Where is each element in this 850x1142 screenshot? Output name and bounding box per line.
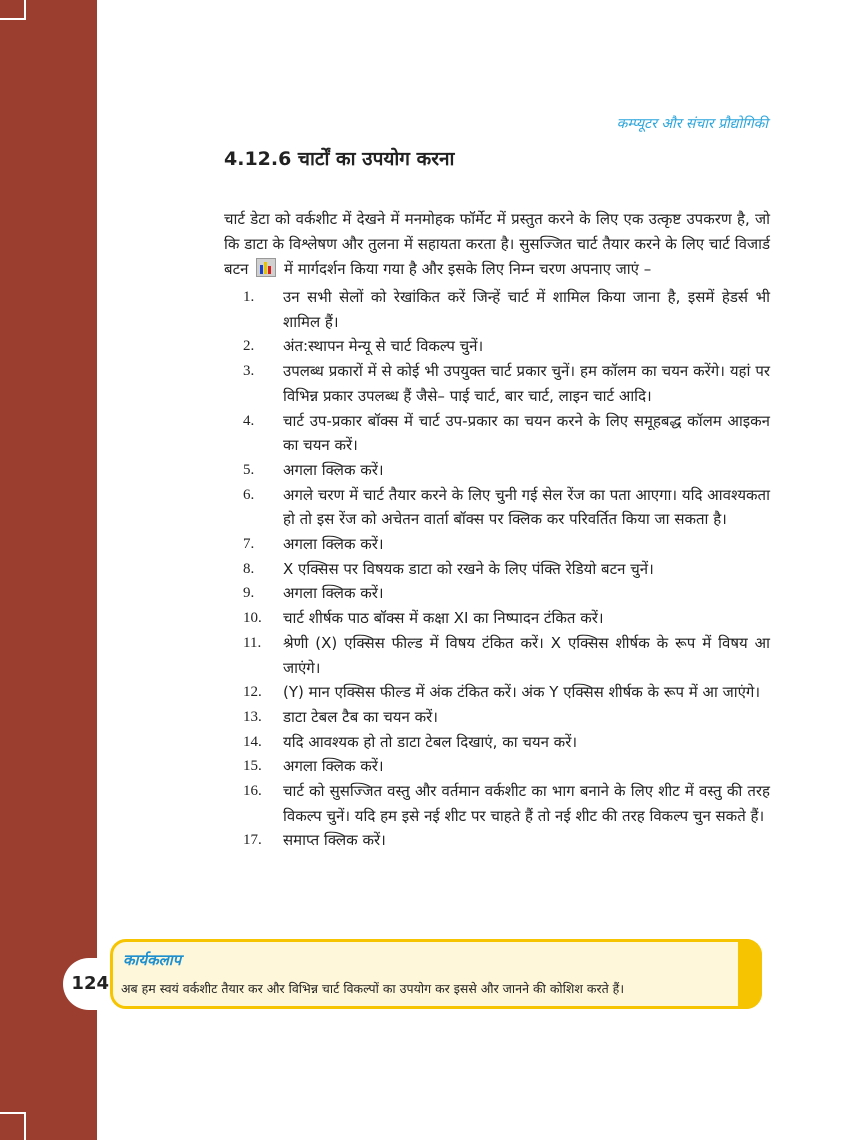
page-number: 124: [63, 958, 113, 1010]
step-number: 5.: [243, 461, 255, 478]
step-number: 4.: [243, 412, 255, 429]
activity-box: [110, 939, 762, 1009]
list-item: [224, 828, 770, 853]
step-text: चार्ट को सुसज्जित वस्तु और वर्तमान वर्कशीट का भाग बनाने के लिए शीट में वस्तु की तरह विकल्प चुनें। यदि हम इसे नई शीट पर चाहते हैं तो नई शीट की तरह विकल्प चुन सकते हैं।: [283, 782, 770, 825]
intro-paragraph: [224, 207, 770, 282]
step-number: 11.: [243, 634, 262, 651]
section-title: 4.12.6 चार्टों का उपयोग करना: [224, 148, 455, 170]
crop-mark-bottom: [0, 1112, 26, 1142]
list-item: [224, 730, 770, 755]
list-item: [224, 680, 770, 705]
list-item: [224, 705, 770, 730]
list-item: [224, 359, 770, 408]
steps-list: [224, 285, 770, 853]
step-text: अगला क्लिक करें।: [283, 584, 384, 603]
activity-text: अब हम स्वयं वर्कशीट तैयार कर और विभिन्न चार्ट विकल्पों का उपयोग कर इससे और जानने की कोशिश करते हैं।: [121, 981, 625, 996]
step-text: (Y) मान एक्सिस फील्ड में अंक टंकित करें। अंक Y एक्सिस शीर्षक के रूप में आ जाएंगे।: [283, 683, 761, 702]
step-number: 16.: [243, 783, 262, 800]
step-number: 14.: [243, 733, 262, 750]
activity-title: कार्यकलाप: [123, 951, 182, 969]
list-item: [224, 334, 770, 359]
list-item: [224, 606, 770, 631]
list-item: [224, 754, 770, 779]
step-text: चार्ट उप-प्रकार बॉक्स में चार्ट उप-प्रकार का चयन करने के लिए समूहबद्ध कॉलम आइकन का चयन करें।: [283, 411, 770, 455]
step-number: 9.: [243, 585, 255, 602]
activity-box-cap: [738, 939, 762, 1009]
chart-wizard-icon: [256, 258, 276, 277]
list-item: [224, 631, 770, 680]
intro-text-2: में मार्गदर्शन किया गया है और इसके लिए निम्न चरण अपनाए जाएं –: [284, 260, 652, 278]
step-text: यदि आवश्यक हो तो डाटा टेबल दिखाएं, का चयन करें।: [283, 732, 578, 751]
step-number: 12.: [243, 684, 262, 701]
list-item: [224, 285, 770, 334]
step-text: अंत:स्थापन मेन्यू से चार्ट विकल्प चुनें।: [283, 337, 484, 356]
step-text: X एक्सिस पर विषयक डाटा को रखने के लिए पंक्ति रेडियो बटन चुनें।: [283, 559, 654, 578]
step-text: समाप्त क्लिक करें।: [283, 831, 386, 850]
list-item: [224, 532, 770, 557]
step-text: डाटा टेबल टैब का चयन करें।: [283, 707, 438, 726]
step-text: चार्ट शीर्षक पाठ बॉक्स में कक्षा XI का निष्पादन टंकित करें।: [283, 609, 604, 628]
step-number: 7.: [243, 536, 255, 553]
list-item: [224, 458, 770, 483]
step-number: 3.: [243, 363, 255, 380]
intro-text-1: चार्ट डेटा को वर्कशीट में देखने में मनमोहक फॉर्मेट में प्रस्तुत करने के लिए एक उत्कृष्ट उपकरण है, जो कि डाटा के विश्लेषण और तुलना में सहायता करता है। सुसज्जित चार्ट तैयार करने के लिए चार्ट विजार्ड बटन: [224, 210, 770, 278]
step-number: 8.: [243, 560, 255, 577]
step-number: 17.: [243, 832, 262, 849]
list-item: [224, 409, 770, 458]
step-number: 13.: [243, 708, 262, 725]
running-header: कम्प्यूटर और संचार प्रौद्योगिकी: [616, 116, 768, 132]
list-item: [224, 483, 770, 532]
step-text: श्रेणी (X) एक्सिस फील्ड में विषय टंकित करें। X एक्सिस शीर्षक के रूप में विषय आ जाएंगे।: [283, 633, 770, 677]
step-number: 2.: [243, 338, 255, 355]
step-text: अगला क्लिक करें।: [283, 757, 384, 776]
step-text: अगला क्लिक करें।: [283, 460, 384, 479]
list-item: [224, 557, 770, 582]
step-text: उपलब्ध प्रकारों में से कोई भी उपयुक्त चार्ट प्रकार चुनें। हम कॉलम का चयन करेंगे। यहां पर विभिन्न प्रकार उपलब्ध हैं जैसे– पाई चार्ट, बार चार्ट, लाइन चार्ट आदि।: [283, 362, 770, 405]
crop-mark-top: [0, 0, 26, 20]
step-text: उन सभी सेलों को रेखांकित करें जिन्हें चार्ट में शामिल किया जाना है, इसमें हेडर्स भी शामिल हैं।: [283, 288, 770, 331]
step-number: 10.: [243, 610, 262, 627]
step-number: 1.: [243, 289, 255, 305]
step-number: 15.: [243, 758, 262, 775]
list-item: [224, 779, 770, 828]
step-number: 6.: [243, 486, 255, 503]
list-item: [224, 581, 770, 606]
step-text: अगले चरण में चार्ट तैयार करने के लिए चुनी गई सेल रेंज का पता आएगा। यदि आवश्यकता हो तो इस रेंज को अचेतन वार्ता बॉक्स पर क्लिक कर परिवर्तित किया जा सकता है।: [283, 485, 770, 529]
step-text: अगला क्लिक करें।: [283, 535, 384, 554]
